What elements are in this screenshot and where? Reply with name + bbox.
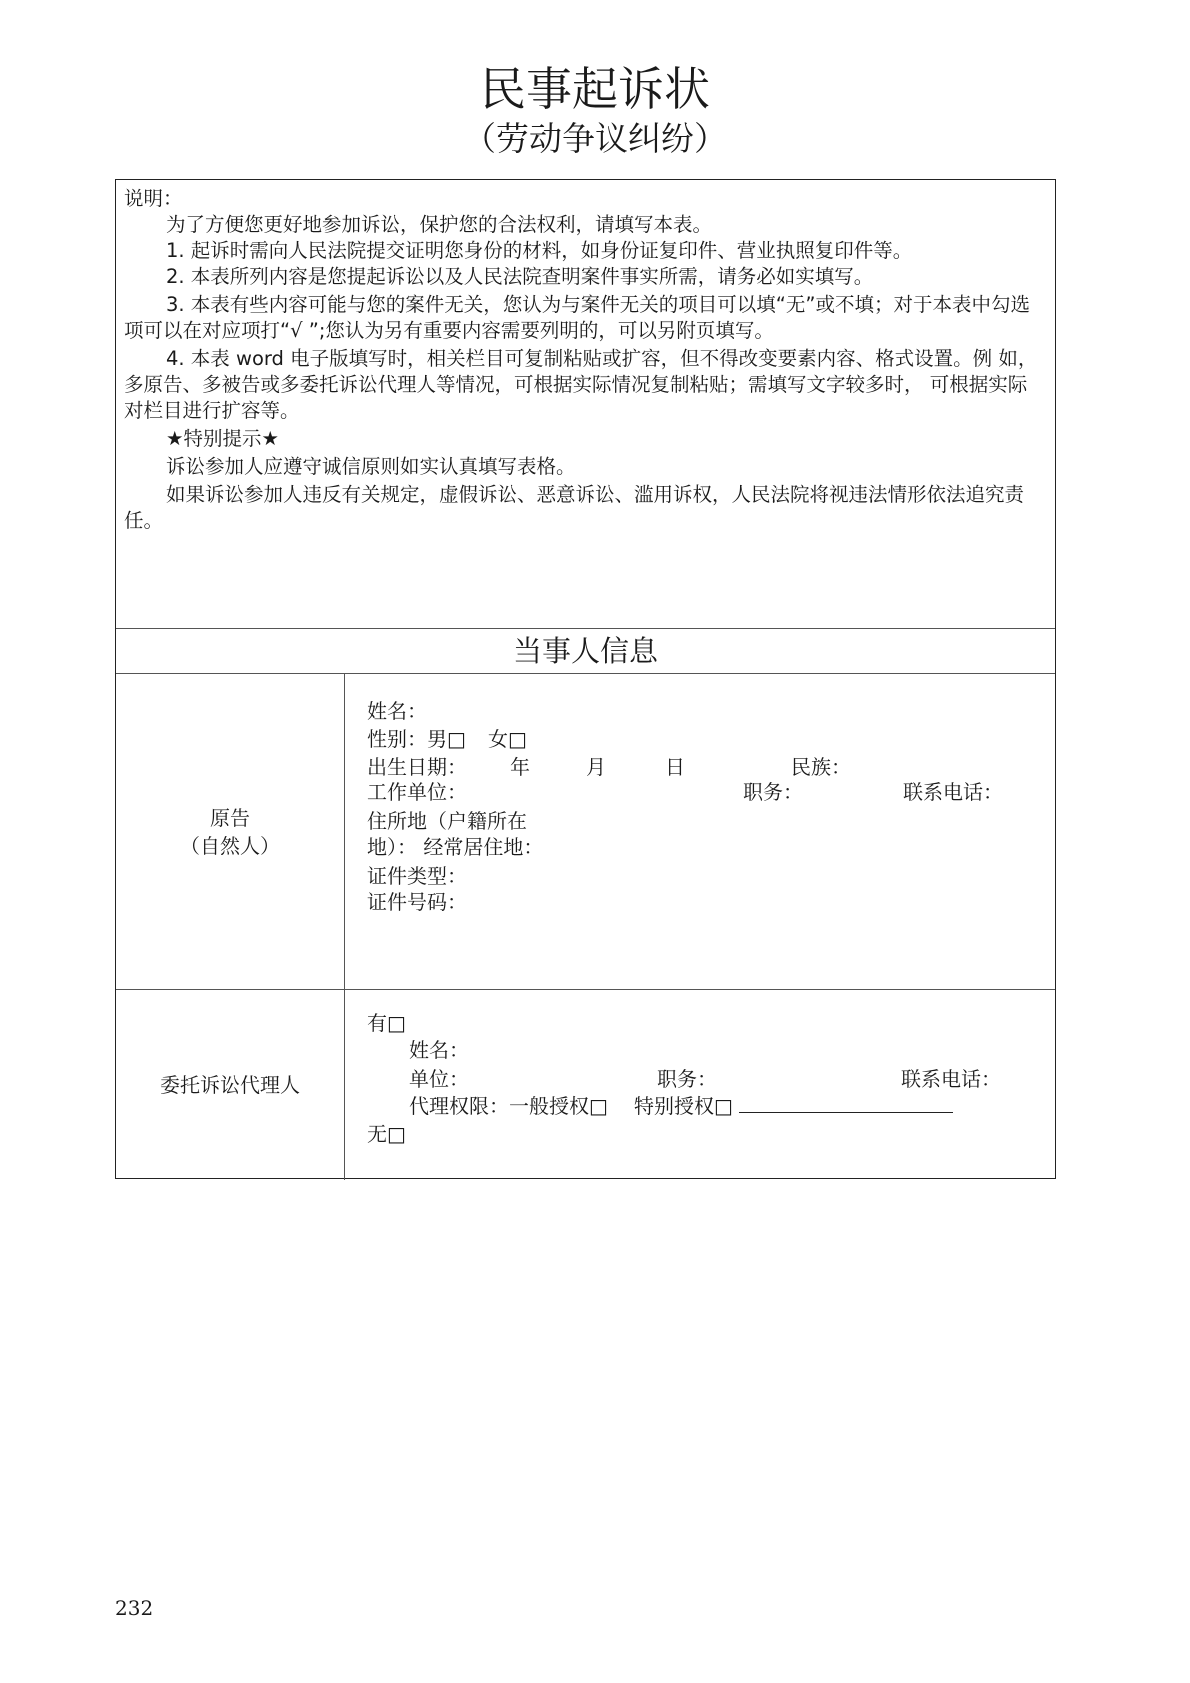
instructions-section — [116, 180, 1055, 628]
instruction-item-2: 2. 本表所列内容是您提起诉讼以及人民法院查明案件事实所需，请务必如实填写。 — [166, 265, 874, 288]
plaintiff-label: 原告 — [210, 805, 250, 830]
special-notice-2: 如果诉讼参加人违反有关规定，虚假诉讼、恶意诉讼、滥用诉权，人民法院将视违法情形依法追究责任。 — [124, 483, 1025, 532]
instruction-item-1: 1. 起诉时需向人民法院提交证明您身份的材料，如身份证复印件、营业执照复印件等。 — [166, 239, 913, 262]
party-info-header: 当事人信息 — [116, 628, 1055, 674]
plaintiff-id-number-field[interactable]: 证件号码： — [367, 890, 467, 914]
complaint-form — [115, 179, 1056, 1179]
plaintiff-residence-label[interactable]: 住所地（户籍所在 — [367, 809, 527, 833]
plaintiff-position-field[interactable]: 职务： — [743, 780, 803, 804]
special-notice-1: 诉讼参加人应遵守诚信原则如实认真填写表格。 — [166, 455, 576, 478]
agent-position-field[interactable]: 职务： — [657, 1067, 717, 1091]
document-title: 民事起诉状 — [480, 62, 710, 116]
plaintiff-birth-label[interactable]: 出生日期： — [367, 755, 467, 779]
plaintiff-phone-field[interactable]: 联系电话： — [903, 780, 1003, 804]
plaintiff-label-cell — [116, 674, 345, 989]
agent-unit-field[interactable]: 单位： — [409, 1067, 469, 1091]
plaintiff-row — [116, 674, 1055, 990]
agent-special-authority-checkbox[interactable]: 特别授权□ — [634, 1094, 733, 1118]
plaintiff-id-type-field[interactable]: 证件类型： — [367, 864, 467, 888]
plaintiff-birth-day: 日 — [665, 755, 685, 779]
agent-name-field[interactable]: 姓名： — [409, 1038, 469, 1062]
special-notice-title: ★特别提示★ — [166, 427, 279, 450]
plaintiff-content-cell — [345, 674, 1055, 989]
plaintiff-gender-female-checkbox[interactable]: 女□ — [488, 727, 527, 751]
plaintiff-type-label: （自然人） — [180, 833, 280, 858]
agent-row — [116, 990, 1055, 1180]
agent-content-cell — [345, 990, 1055, 1180]
plaintiff-name-field[interactable]: 姓名： — [367, 699, 427, 723]
instruction-item-4: 4. 本表 word 电子版填写时，相关栏目可复制粘贴或扩容，但不得改变要素内容、格式设置。例 如，多原告、多被告或多委托诉讼代理人等情况，可根据实际情况复制粘贴；需填写文字较多时， 可根据实际对栏目进行扩容等。 — [124, 347, 1038, 422]
plaintiff-work-unit-field[interactable]: 工作单位： — [367, 780, 467, 804]
instructions-intro: 为了方便您更好地参加诉讼，保护您的合法权利，请填写本表。 — [166, 213, 713, 236]
instructions-heading: 说明： — [124, 187, 183, 210]
special-authority-blank[interactable] — [739, 1092, 953, 1113]
agent-label: 委托诉讼代理人 — [160, 1073, 300, 1097]
agent-label-cell — [116, 990, 345, 1180]
agent-phone-field[interactable]: 联系电话： — [901, 1067, 1001, 1091]
agent-none-checkbox[interactable]: 无□ — [367, 1122, 406, 1146]
page-number: 232 — [115, 1596, 154, 1620]
plaintiff-gender-male-checkbox[interactable]: 性别：男□ — [367, 727, 466, 751]
agent-general-authority-checkbox[interactable]: 代理权限：一般授权□ — [409, 1094, 608, 1118]
instruction-item-3: 3. 本表有些内容可能与您的案件无关，您认为与案件无关的项目可以填“无”或不填；对于本表中勾选项可以在对应项打“√ ”;您认为另有重要内容需要列明的，可以另附页填写。 — [124, 293, 1031, 342]
agent-special-authority-line — [634, 1092, 953, 1120]
document-subtitle: （劳动争议纠纷） — [463, 119, 727, 158]
plaintiff-ethnicity-field[interactable]: 民族： — [791, 755, 851, 779]
plaintiff-birth-month: 月 — [586, 755, 606, 779]
agent-has-checkbox[interactable]: 有□ — [367, 1011, 406, 1035]
plaintiff-birth-year: 年 — [510, 755, 530, 779]
plaintiff-habitual-residence-field[interactable]: 地）： 经常居住地： — [367, 835, 544, 859]
